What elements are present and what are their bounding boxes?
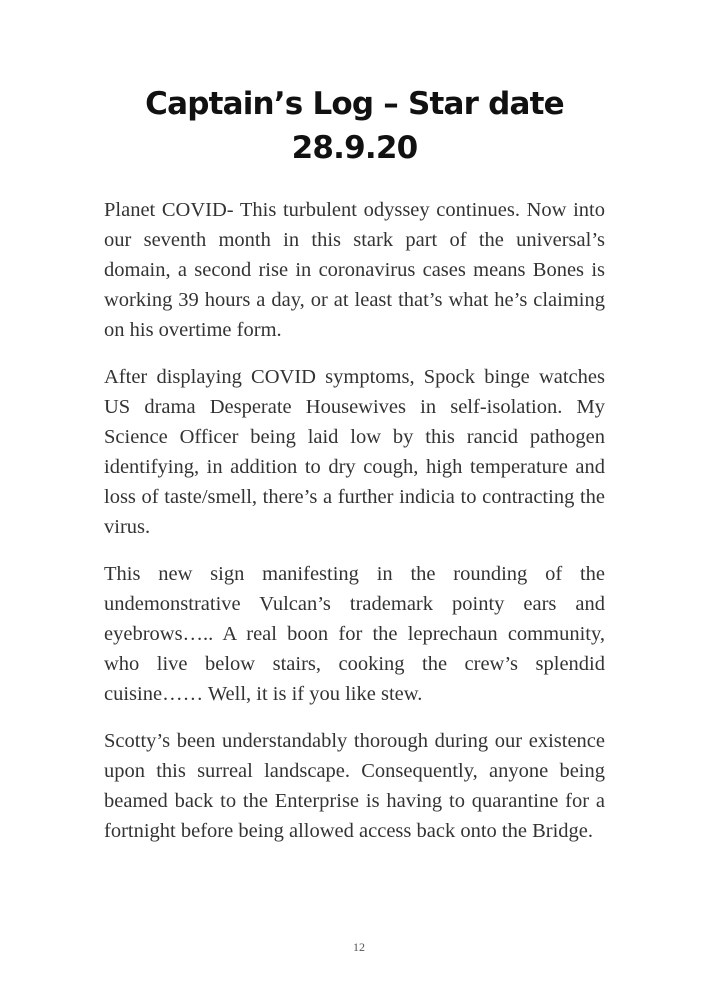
paragraph: Scotty’s been understandably thorough during our existence upon this surreal landscape. Consequently, anyone being beamed back to the Enterprise is having to quarantine for a fortnight before being allowed access back onto the Bridge. xyxy=(104,730,605,842)
paragraph: After displaying COVID symptoms, Spock binge watches US drama Desperate Housewives in self-isolation. My Science Officer being laid low by this rancid pathogen identifying, in addition to dry cough, high temperature and loss of taste/smell, there’s a further indicia to contracting the virus. xyxy=(104,366,605,538)
body-text xyxy=(104,195,605,863)
page-number: 12 xyxy=(353,940,365,954)
paragraph: Planet COVID- This turbulent odyssey continues. Now into our seventh month in this stark part of the universal’s domain, a second rise in coronavirus cases means Bones is working 39 hours a day, or at least that’s what he’s claiming on his overtime form. xyxy=(104,199,605,341)
page-title: Captain’s Log – Star date 28.9.20 xyxy=(145,86,564,166)
paragraph: This new sign manifesting in the rounding of the undemonstrative Vulcan’s trademark pointy ears and eyebrows….. A real boon for the leprechaun community, who live below stairs, cooking the crew’s splendid cuisine…… Well, it is if you like stew. xyxy=(104,563,605,705)
